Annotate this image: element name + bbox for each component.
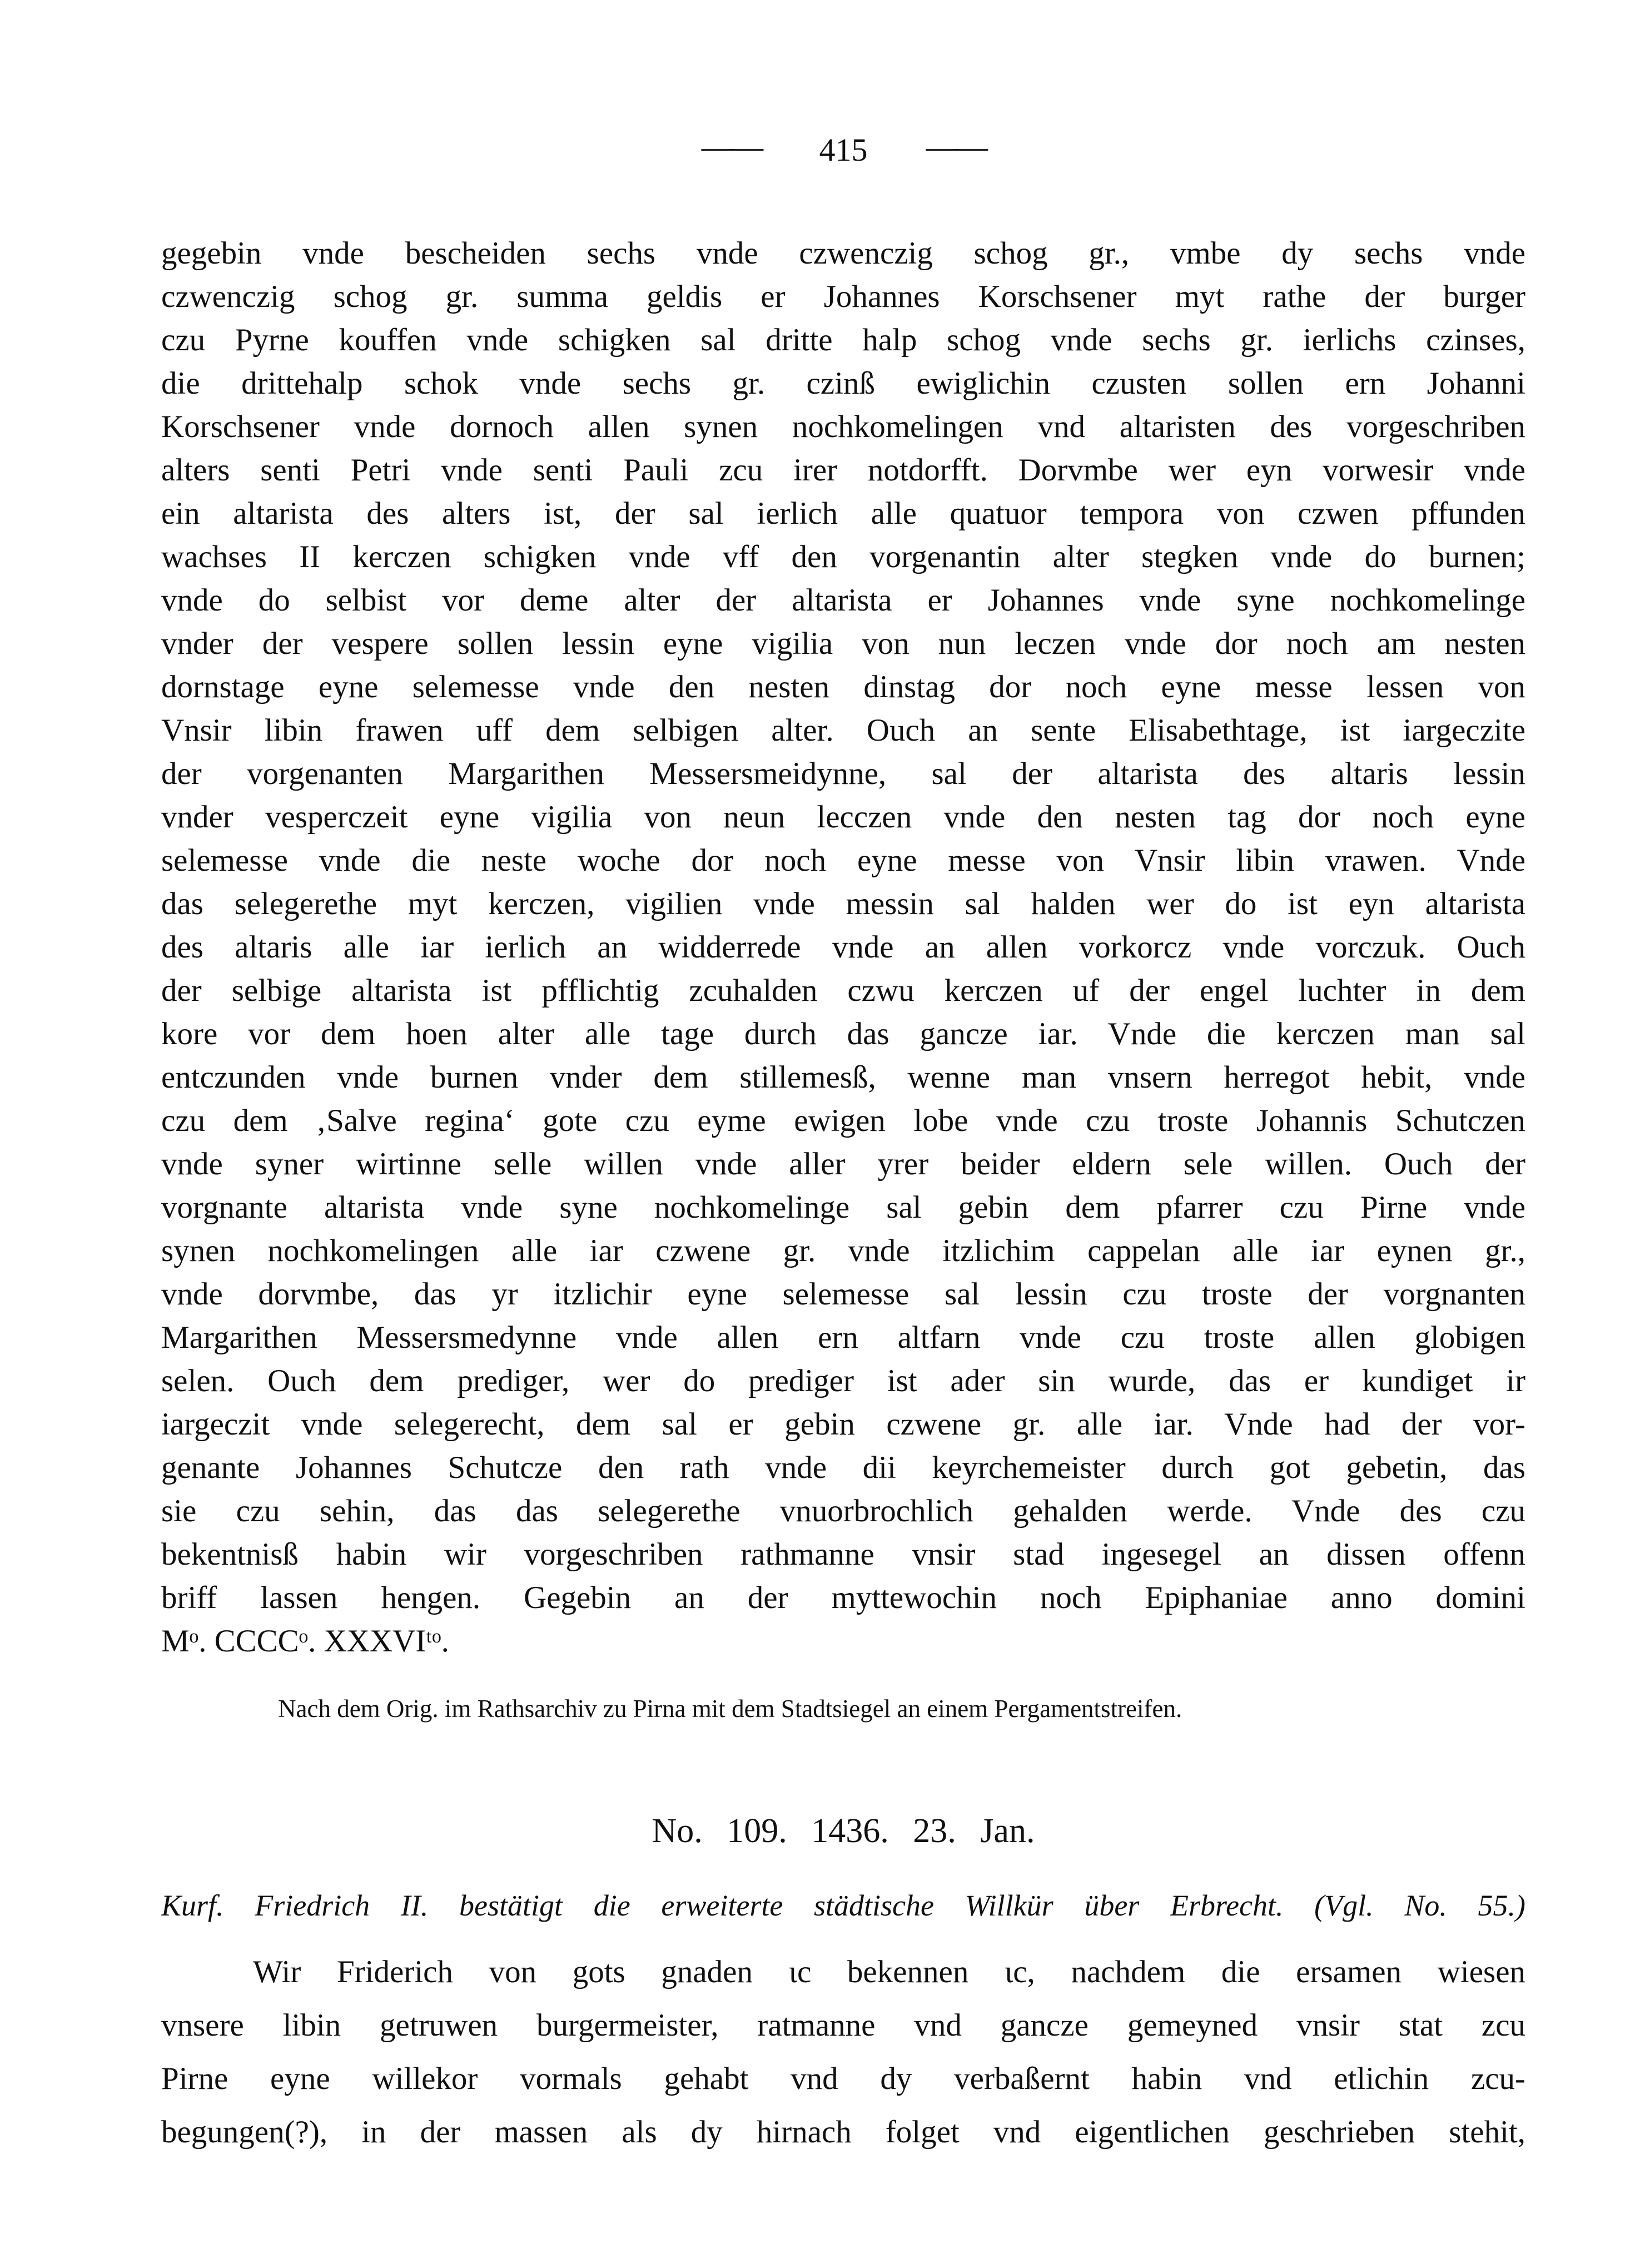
text-line: vnder der vespere sollen lessin eyne vigilia von nun leczen vnde dor noch am nesten <box>161 626 1525 661</box>
text-line: der selbige altarista ist pfflichtig zcuhalden czwu kerczen uf der engel luchter in dem <box>161 973 1525 1008</box>
text-line: Vnsir libin frawen uff dem selbigen alter. Ouch an sente Elisabethtage, ist iargeczite <box>161 713 1525 748</box>
text-line: synen nochkomelingen alle iar czwene gr. vnde itzlichim cappelan alle iar eynen gr., <box>161 1233 1525 1268</box>
entry-heading-no-109: No. 109. 1436. 23. Jan. <box>652 1812 1035 1850</box>
text-line: ein altarista des alters ist, der sal ierlich alle quatuor tempora von czwen pffunden <box>161 496 1525 531</box>
text-line: gegebin vnde bescheiden sechs vnde czwenczig schog gr., vmbe dy sechs vnde <box>161 236 1525 271</box>
header-rule-left: —— <box>701 128 761 165</box>
text-line: briff lassen hengen. Gegebin an der myttewochin noch Epiphaniae anno domini <box>161 1580 1525 1615</box>
text-line: dornstage eyne selemesse vnde den nesten dinstag dor noch eyne messe lessen von <box>161 669 1525 704</box>
text-line: des altaris alle iar ierlich an widderrede vnde an allen vorkorcz vnde vorczuk. Ouch <box>161 930 1525 965</box>
text-line: wachses II kerczen schigken vnde vff den vorgenantin alter stegken vnde do burnen; <box>161 539 1525 574</box>
text-line: kore vor dem hoen alter alle tage durch das gancze iar. Vnde die kerczen man sal <box>161 1016 1525 1051</box>
text-line: selemesse vnde die neste woche dor noch eyne messe von Vnsir libin vrawen. Vnde <box>161 843 1525 878</box>
document-109-paragraph <box>161 1946 1525 2159</box>
text-line: Wir Friderich von gots gnaden ɩc bekennen ɩc, nachdem die ersamen wiesen <box>253 1954 1525 1989</box>
text-line: czu dem ‚Salve regina‘ gote czu eyme ewigen lobe vnde czu troste Johannis Schutczen <box>161 1103 1525 1138</box>
text-line: sie czu sehin, das das selegerethe vnuorbrochlich gehalden werde. Vnde des czu <box>161 1493 1525 1528</box>
text-line: vnsere libin getruwen burgermeister, ratmanne vnd gancze gemeyned vnsir stat zcu <box>161 2008 1525 2043</box>
text-line: alters senti Petri vnde senti Pauli zcu irer notdorfft. Dorvmbe wer eyn vorwesir vnde <box>161 453 1525 488</box>
text-line: bekentnisß habin wir vorgeschriben rathmanne vnsir stad ingesegel an dissen offenn <box>161 1537 1525 1572</box>
text-line: Korschsener vnde dornoch allen synen nochkomelingen vnd altaristen des vorgeschriben <box>161 409 1525 444</box>
entry-regest: Kurf. Friedrich II. bestätigt die erweiterte städtische Willkür über Erbrecht. (Vgl. No. 55.) <box>161 1889 1525 1922</box>
text-line: vnde syner wirtinne selle willen vnde aller yrer beider eldern sele willen. Ouch der <box>161 1147 1525 1182</box>
text-line: entczunden vnde burnen vnder dem stillemesß, wenne man vnsern herregot hebit, vnde <box>161 1060 1525 1095</box>
text-line: vnder vesperczeit eyne vigilia von neun lecczen vnde den nesten tag dor noch eyne <box>161 800 1525 835</box>
text-line: czu Pyrne kouffen vnde schigken sal dritte halp schog vnde sechs gr. ierlichs czinses, <box>161 322 1525 358</box>
text-line: das selegerethe myt kerczen, vigilien vnde messin sal halden wer do ist eyn altarista <box>161 886 1525 921</box>
text-line: begungen(?), in der massen als dy hirnach folget vnd eigentlichen geschrieben stehit, <box>161 2115 1525 2150</box>
text-line: vnde do selbist vor deme alter der altarista er Johannes vnde syne nochkomelinge <box>161 583 1525 618</box>
text-line: vorgnante altarista vnde syne nochkomelinge sal gebin dem pfarrer czu Pirne vnde <box>161 1190 1525 1225</box>
text-line: die drittehalp schok vnde sechs gr. czinß ewiglichin czusten sollen ern Johanni <box>161 366 1525 401</box>
page-header <box>161 128 1525 170</box>
text-line: Pirne eyne willekor vormals gehabt vnd dy verbaßernt habin vnd etlichin zcu- <box>161 2061 1525 2096</box>
text-line: vnde dorvmbe, das yr itzlichir eyne selemesse sal lessin czu troste der vorgnanten <box>161 1277 1525 1312</box>
text-line: genante Johannes Schutcze den rath vnde dii keyrchemeister durch got gebetin, das <box>161 1450 1525 1485</box>
text-line: Mᵒ. CCCCᵒ. XXXVIᵗᵒ. <box>161 1624 449 1659</box>
source-note: Nach dem Orig. im Rathsarchiv zu Pirna mit dem Stadtsiegel an einem Pergamentstreifen. <box>278 1695 1182 1723</box>
text-line: selen. Ouch dem prediger, wer do prediger ist ader sin wurde, das er kundiget ir <box>161 1363 1525 1398</box>
document-108-continuation-paragraph <box>161 232 1525 1663</box>
text-line: czwenczig schog gr. summa geldis er Johannes Korschsener myt rathe der burger <box>161 279 1525 314</box>
text-line: der vorgenanten Margarithen Messersmeidynne, sal der altarista des altaris lessin <box>161 756 1525 791</box>
header-rule-right: —— <box>926 128 986 165</box>
text-line: iargeczit vnde selegerecht, dem sal er gebin czwene gr. alle iar. Vnde had der vor- <box>161 1407 1525 1442</box>
text-line: Margarithen Messersmedynne vnde allen ern altfarn vnde czu troste allen globigen <box>161 1320 1525 1355</box>
page-number: 415 <box>819 132 868 168</box>
